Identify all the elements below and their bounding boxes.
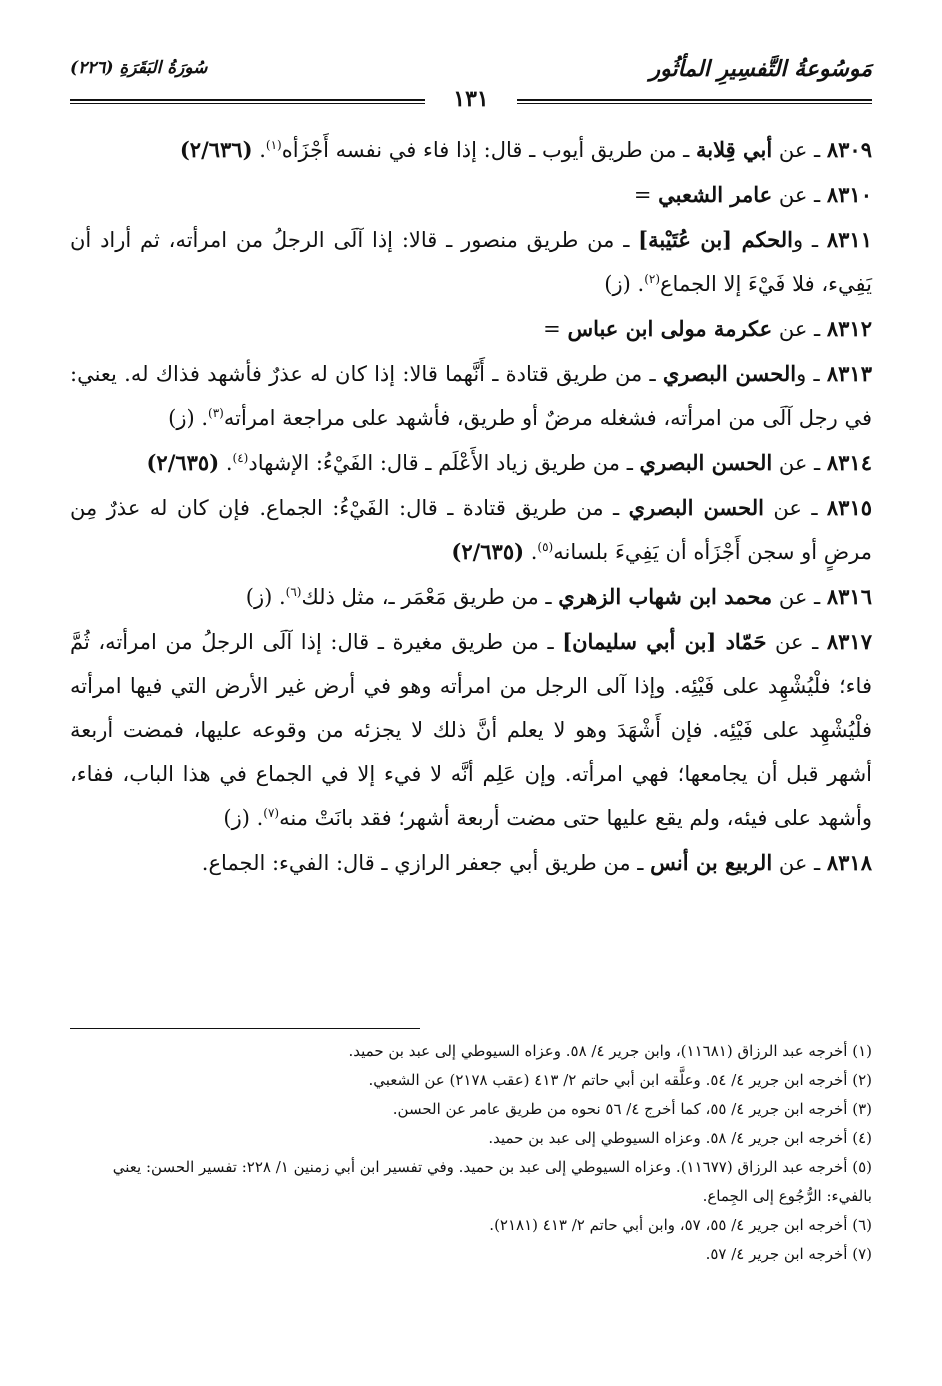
entry-tail: . (ز) <box>245 585 286 609</box>
entry-text: ـ من طريق مَعْمَر ـ، مثل ذلك <box>301 585 559 609</box>
entry-sep: ـ عن <box>772 317 827 341</box>
entry-text: = <box>633 183 659 207</box>
entry <box>70 620 872 840</box>
entry-sep: ـ و <box>792 228 827 252</box>
footnote: (٥) أخرجه عبد الرزاق (١١٦٧٧). وعزاه السيوطي إلى عبد بن حميد. وفي تفسير ابن أبي زمنين ١/ ٢٢٨: تفسير الحسن: يعني بالفيء: الرُّجُوع إلى الجِماع. <box>112 1158 872 1205</box>
entry-sep: ـ عن <box>772 451 827 475</box>
entry-text: ـ من طريق قتادة ـ قال: الفَيْءُ: الجماع. فإن كان له عذرٌ مِن مرضٍ أو سجن أَجْزَأه أن يَفِيءَ بلسانه <box>70 496 872 564</box>
entry <box>70 441 872 485</box>
narrator-name: حَمّاد [بن أبي سليمان] <box>562 629 767 654</box>
entry-tail: . <box>252 138 266 162</box>
footnote-marker: (٢) <box>644 272 661 286</box>
entry <box>70 218 872 306</box>
entry-sep: ـ و <box>796 362 827 386</box>
footnote: (٢) أخرجه ابن جرير ٤/ ٥٤. وعلَّقه ابن أبي حاتم ٢/ ٤١٣ (عقب ٢١٧٨) عن الشعبي. <box>368 1071 872 1089</box>
entry-number: ٨٣١٧ <box>826 629 872 654</box>
main-text <box>70 128 872 886</box>
narrator-name: الربيع بن أنس <box>650 850 773 875</box>
entry-number: ٨٣١٨ <box>826 850 872 875</box>
footnotes <box>70 1037 872 1269</box>
running-header <box>70 56 872 86</box>
entry-number: ٨٣١٥ <box>826 495 873 520</box>
entry-text: ـ من طريق منصور ـ قالا: إذا آلَى الرجلُ من امرأته، ثم أراد أن يَفِيء، فلا فَيْءَ إلا الجماع <box>70 228 872 296</box>
entry-tail: . <box>219 451 233 475</box>
entry-text: ـ من طريق مغيرة ـ قال: إذا آلَى الرجلُ من امرأته، ثُمَّ فاء؛ فلْيُشْهِد على فَيْئِه. وإذا آلى الرجل من امرأته وهو في أرض غير الأرض التي فيها امرأته فلْيُشْهِد على فَيْئِه. فإن أَشْهَدَ وهو لا يعلم أنَّ ذلك لا يجزئه من وقوعه عليها، فمضت أربعة أشهر قبل أن يجامعها؛ فهي امرأته. وإن عَلِم أنَّه لا فيء إلا في الجماع في هذا الباب، ففاء، وأشهد على فيئه، ولم يقع عليها حتى مضت أربعة أشهر؛ فقد بانَتْ منه <box>70 630 872 830</box>
volume-ref: (٢/٦٣٥) <box>451 539 525 564</box>
entry-sep: ـ عن <box>772 183 827 207</box>
narrator-name: عكرمة مولى ابن عباس <box>567 316 773 341</box>
narrator-name: أبي قِلابة <box>696 137 773 162</box>
entry-number: ٨٣١٦ <box>826 584 872 609</box>
entry-tail: . (ز) <box>604 272 645 296</box>
entry-tail: . (ز) <box>223 806 264 830</box>
entry-text: ـ من طريق أبي جعفر الرازي ـ قال: الفيء: الجماع. <box>201 851 651 875</box>
footnote: (٧) أخرجه ابن جرير ٤/ ٥٧. <box>705 1245 872 1263</box>
page-number: ١٣١ <box>453 86 489 112</box>
volume-ref: (٢/٦٣٥) <box>146 450 220 475</box>
entry-text: ـ من طريق أيوب ـ قال: إذا فاء في نفسه أَجْزَأه <box>281 138 696 162</box>
narrator-name: الحسن البصري <box>639 450 773 475</box>
footnote: (٤) أخرجه ابن جرير ٤/ ٥٨. وعزاه السيوطي إلى عبد بن حميد. <box>488 1129 872 1147</box>
entry-sep: ـ عن <box>763 496 827 520</box>
entry-sep: ـ عن <box>772 585 827 609</box>
footnote-marker: (٥) <box>537 540 554 554</box>
footnote: (٣) أخرجه ابن جرير ٤/ ٥٥، كما أخرج ٤/ ٥٦ نحوه من طريق عامر عن الحسن. <box>392 1100 872 1118</box>
footnote: (١) أخرجه عبد الرزاق (١١٦٨١)، وابن جرير ٤/ ٥٨. وعزاه السيوطي إلى عبد بن حميد. <box>348 1042 872 1060</box>
entry-number: ٨٣١١ <box>826 227 872 252</box>
entry <box>70 841 872 885</box>
narrator-name: الحسن البصري <box>628 495 764 520</box>
entry <box>70 352 872 440</box>
entry-text: = <box>543 317 568 341</box>
entry-number: ٨٣١٤ <box>826 450 872 475</box>
narrator-name: الحسن البصري <box>662 361 797 386</box>
entry-sep: ـ عن <box>772 138 827 162</box>
surah-label: سُورَةُ البَقَرَةِ (٢٢٦) <box>70 58 208 78</box>
entry <box>70 173 872 217</box>
entry-number: ٨٣١٠ <box>826 182 872 207</box>
entry <box>70 128 872 172</box>
entry <box>70 307 872 351</box>
entry-number: ٨٣١٢ <box>826 316 872 341</box>
footnote-marker: (٤) <box>232 451 249 465</box>
footnote-marker: (١) <box>265 138 282 152</box>
entry <box>70 486 872 574</box>
book-title: مَوسُوعةُ التَّفسِيرِ المأثُور <box>649 56 872 82</box>
narrator-name: محمد ابن شهاب الزهري <box>558 584 773 609</box>
header-rule-left <box>70 99 425 104</box>
footnote-marker: (٣) <box>208 406 224 420</box>
entry-tail: . <box>524 540 538 564</box>
footnote-separator <box>70 1028 420 1029</box>
entry-text: ـ من طريق قتادة ـ أَنَّهما قالا: إذا كان له عذرٌ فأشهد فذاك له. يعني: في رجل آلَى من امرأته، فشغله مرضٌ أو طريق، فأشهد على مراجعة امرأته <box>70 362 872 430</box>
entry-sep: ـ عن <box>766 630 827 654</box>
entry-sep: ـ عن <box>772 851 827 875</box>
footnote-marker: (٦) <box>285 585 302 599</box>
narrator-name: الحكم [بن عُتَيْبة] <box>638 227 793 252</box>
volume-ref: (٢/٦٣٦) <box>179 137 253 162</box>
entry-tail: . (ز) <box>168 406 209 430</box>
footnote-marker: (٧) <box>263 806 280 820</box>
entry-number: ٨٣٠٩ <box>826 137 872 162</box>
entry-text: ـ من طريق زياد الأَعْلَم ـ قال: الفَيْءُ: الإشهاد <box>248 451 640 475</box>
header-rule-right <box>517 99 872 104</box>
narrator-name: عامر الشعبي <box>658 182 773 207</box>
header-rule <box>70 86 872 114</box>
entry-number: ٨٣١٣ <box>826 361 872 386</box>
footnote: (٦) أخرجه ابن جرير ٤/ ٥٥، ٥٧، وابن أبي حاتم ٢/ ٤١٣ (٢١٨١). <box>489 1216 872 1234</box>
entry <box>70 575 872 619</box>
